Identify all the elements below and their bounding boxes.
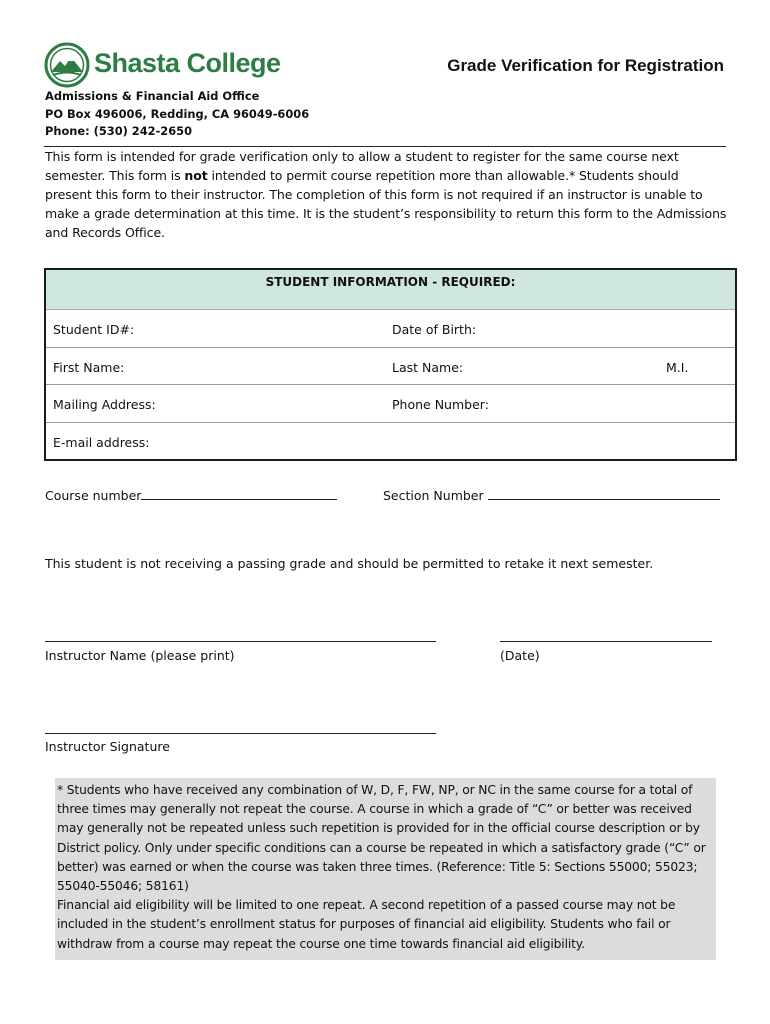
section-number-label: Section Number <box>383 488 484 503</box>
course-number-group <box>45 487 337 503</box>
section-number-input-line[interactable] <box>488 487 720 500</box>
row-address-phone <box>46 385 735 423</box>
footnote-financial-aid: Financial aid eligibility will be limited to one repeat. A second repetition of a passed course may not be included in the student’s enrollment status for purposes of financial aid eligibility. Students who fail or withdraw from a course may repeat the course one time towards financial aid eligibility. <box>57 898 676 951</box>
middle-initial-field[interactable]: M.I. <box>666 359 689 375</box>
phone-number-field[interactable]: Phone Number: <box>392 397 489 412</box>
first-name-field[interactable]: First Name: <box>53 359 125 375</box>
intro-text-end: intended to permit course repetition more than allowable.* Students should present this form to their instructor. The completion of this form is not required if an instructor is unable to make a grade determination at this time. It is the student’s responsibility to return this form to the Admissions and Records Office. <box>45 168 727 240</box>
college-logo <box>44 42 284 90</box>
email-field[interactable]: E-mail address: <box>53 434 150 450</box>
row-id-dob <box>46 310 735 348</box>
student-id-field[interactable]: Student ID#: <box>53 322 135 337</box>
office-name: Admissions & Financial Aid Office <box>45 89 260 103</box>
mountain-logo-icon <box>44 42 90 88</box>
course-number-label: Course number <box>45 488 142 503</box>
row-email <box>46 423 735 461</box>
instructor-signature-line[interactable] <box>45 733 436 734</box>
intro-paragraph <box>45 147 727 242</box>
mailing-address-field[interactable]: Mailing Address: <box>53 397 156 412</box>
repeat-policy-footnote <box>55 778 716 960</box>
row-names <box>46 348 735 386</box>
date-label: (Date) <box>500 648 540 663</box>
last-name-field[interactable]: Last Name: <box>392 359 464 375</box>
intro-text-start: This form is intended for grade verification only to allow a student to register for the same course next semester. This form is <box>45 149 679 183</box>
student-info-table <box>44 268 737 461</box>
instructor-signature-label: Instructor Signature <box>45 739 170 754</box>
intro-bold-not: not <box>184 168 208 183</box>
instructor-name-line[interactable] <box>45 641 436 642</box>
instructor-name-label: Instructor Name (please print) <box>45 648 235 663</box>
section-number-group <box>383 487 720 503</box>
office-phone: Phone: (530) 242-2650 <box>45 124 192 138</box>
retake-statement: This student is not receiving a passing grade and should be permitted to retake it next semester. <box>45 556 654 571</box>
office-po-box: PO Box 496006, Redding, CA 96049-6006 <box>45 106 310 121</box>
footnote-repeat-policy: * Students who have received any combination of W, D, F, FW, NP, or NC in the same course for a total of three times may generally not repeat the course. A course in which a grade of “C” or better was received may generally not be repeated unless such repetition is provided for in the official course description or by District policy. Only under specific conditions can a course be repeated in which a satisfactory grade (“C” or better) was earned or when the course was taken three times. (Reference: Title 5: Sections 55000; 55023; 55040-55046; 58161) <box>57 783 706 894</box>
logo-text: Shasta College <box>94 48 281 78</box>
student-info-heading: STUDENT INFORMATION - REQUIRED: <box>46 270 735 310</box>
date-line[interactable] <box>500 641 712 642</box>
date-of-birth-field[interactable]: Date of Birth: <box>392 322 477 337</box>
course-number-input-line[interactable] <box>141 487 337 500</box>
page-title: Grade Verification for Registration <box>447 56 724 75</box>
office-address-block <box>45 88 309 141</box>
